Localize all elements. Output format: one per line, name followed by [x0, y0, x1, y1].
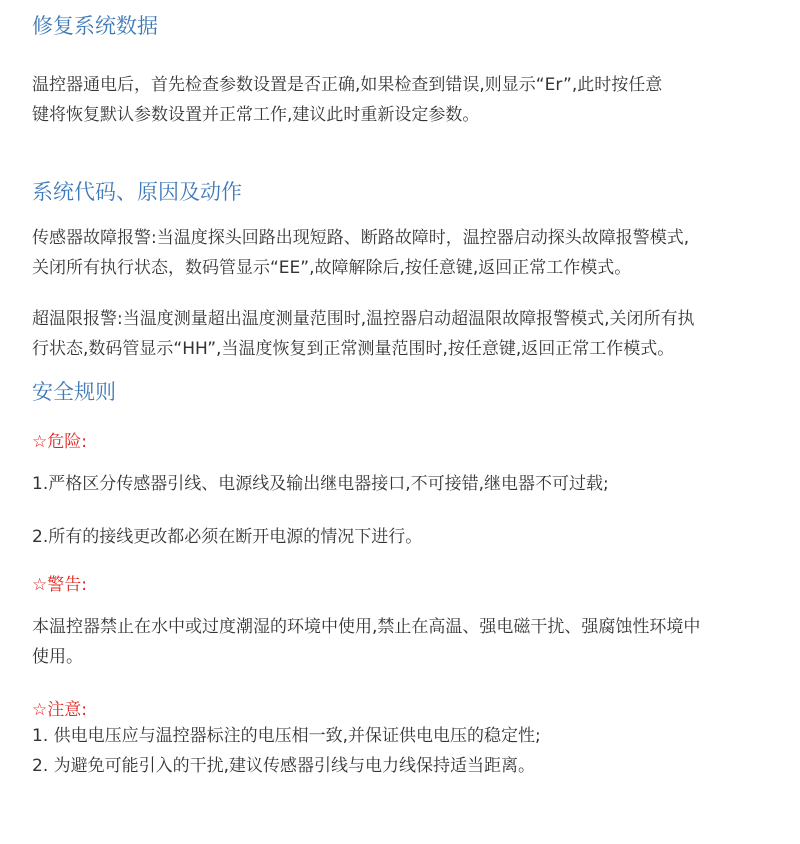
notice-item: 2. 为避免可能引入的干扰,建议传感器引线与电力线保持适当距离。 [32, 756, 536, 776]
text-line: 超温限报警:当温度测量超出温度测量范围时,温控器启动超温限故障报警模式,关闭所有执 [32, 309, 695, 329]
danger-item: 2.所有的接线更改都必须在断开电源的情况下进行。 [32, 527, 423, 547]
notice-list [32, 721, 782, 781]
section-title-codes: 系统代码、原因及动作 [32, 180, 242, 204]
over-temp-paragraph [32, 304, 782, 364]
text-line: 使用。 [32, 647, 83, 667]
text-line: 行状态,数码管显示“HH”,当温度恢复到正常测量范围时,按任意键,返回正常工作模式。 [32, 339, 675, 359]
danger-item: 1.严格区分传感器引线、电源线及输出继电器接口,不可接错,继电器不可过载; [32, 474, 609, 494]
danger-label: ☆危险: [32, 432, 87, 452]
section-title-repair: 修复系统数据 [32, 14, 158, 38]
section-title-safety: 安全规则 [32, 380, 116, 404]
warning-label: ☆警告: [32, 575, 87, 595]
notice-label: ☆注意: [32, 700, 87, 720]
text-line: 本温控器禁止在水中或过度潮湿的环境中使用,禁止在高温、强电磁干扰、强腐蚀性环境中 [32, 617, 701, 637]
text-line: 传感器故障报警:当温度探头回路出现短路、断路故障时，温控器启动探头故障报警模式, [32, 228, 690, 248]
sensor-fault-paragraph [32, 223, 782, 283]
text-line: 关闭所有执行状态，数码管显示“EE”,故障解除后,按任意键,返回正常工作模式。 [32, 258, 632, 278]
notice-item: 1. 供电电压应与温控器标注的电压相一致,并保证供电电压的稳定性; [32, 726, 541, 746]
warning-paragraph [32, 612, 782, 672]
text-line: 温控器通电后，首先检查参数设置是否正确,如果检查到错误,则显示“Er”,此时按任意 [32, 75, 663, 95]
text-line: 键将恢复默认参数设置并正常工作,建议此时重新设定参数。 [32, 105, 480, 125]
repair-paragraph [32, 70, 782, 130]
